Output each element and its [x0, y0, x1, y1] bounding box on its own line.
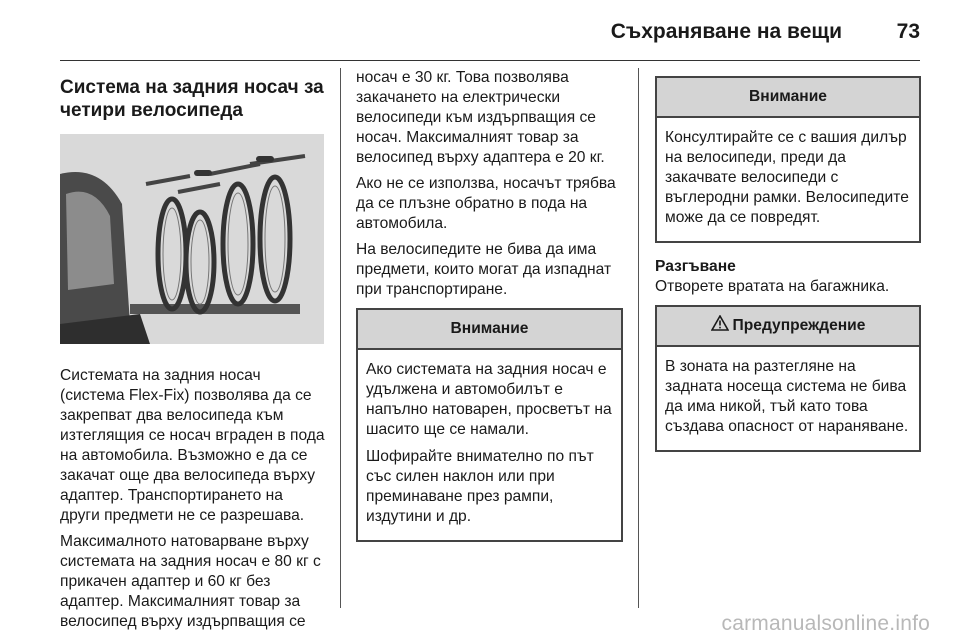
warning-text: В зоната на разтегляне на задната носеща система не бива да има никой, тъй като това създава опасност от нараняване.	[665, 358, 909, 435]
section-title: Система на задния носач за четири велосипеда	[60, 77, 324, 121]
warning-triangle-icon	[711, 315, 729, 337]
column-left	[60, 68, 326, 638]
page-number: 73	[896, 20, 920, 43]
warning-header	[657, 307, 919, 347]
page-header	[0, 0, 960, 62]
paragraph: Ако не се използва, носачът трябва да се плъзне обратно в пода на автомобила.	[356, 175, 616, 232]
bike-carrier-illustration	[60, 134, 324, 344]
paragraph: Максималното натоварване върху системата на задния носач е 80 кг с прикачен адаптер и 60 кг без адаптер. Максималният товар за велосипед върху издърпващия се	[60, 533, 321, 630]
caution-text: Ако системата на задния носач е удължена и автомобилът е напълно натоварен, просветът на шасито ще се намали.	[366, 361, 612, 438]
subheading: Разгъване	[655, 258, 736, 275]
instruction-text: Отворете вратата на багажника.	[655, 278, 890, 295]
chapter-title: Съхраняване на вещи	[610, 20, 842, 43]
caution-box	[356, 308, 623, 542]
column-middle	[356, 68, 623, 556]
column-divider	[638, 68, 639, 608]
caution-box	[655, 76, 921, 243]
warning-box	[655, 305, 921, 452]
paragraph: Системата на задния носач (система Flex-Fix) позволява да се закрепват два велосипеда към изтеглящия се носач вграден в пода на автомобила. Възможно е да се закачат още два велосипеда върху адаптер. Транспортирането на други предмети не се разрешава.	[60, 367, 325, 524]
header-divider	[60, 60, 920, 61]
warning-heading: Предупреждение	[732, 317, 866, 334]
caution-text: Консултирайте се с вашия дилър на велосипеди, преди да закачвате велосипеди с въглеродни рамки. Велосипедите може да се повредят.	[665, 129, 909, 226]
column-divider	[340, 68, 341, 608]
paragraph: На велосипедите не бива да има предмети, които могат да изпаднат при транспортиране.	[356, 241, 612, 298]
caution-text: Шофирайте внимателно по път със силен наклон или при преминаване през рампи, издутини и др.	[366, 448, 594, 525]
watermark: carmanualsonline.info	[721, 612, 930, 635]
column-right	[655, 68, 921, 466]
caution-heading: Внимание	[657, 78, 919, 118]
caution-heading: Внимание	[358, 310, 621, 350]
paragraph: носач е 30 кг. Това позволява закачането на електрически велосипеди към издърпващия се носач. Максималният товар за велосипед върху адаптера е 20 кг.	[356, 69, 605, 166]
